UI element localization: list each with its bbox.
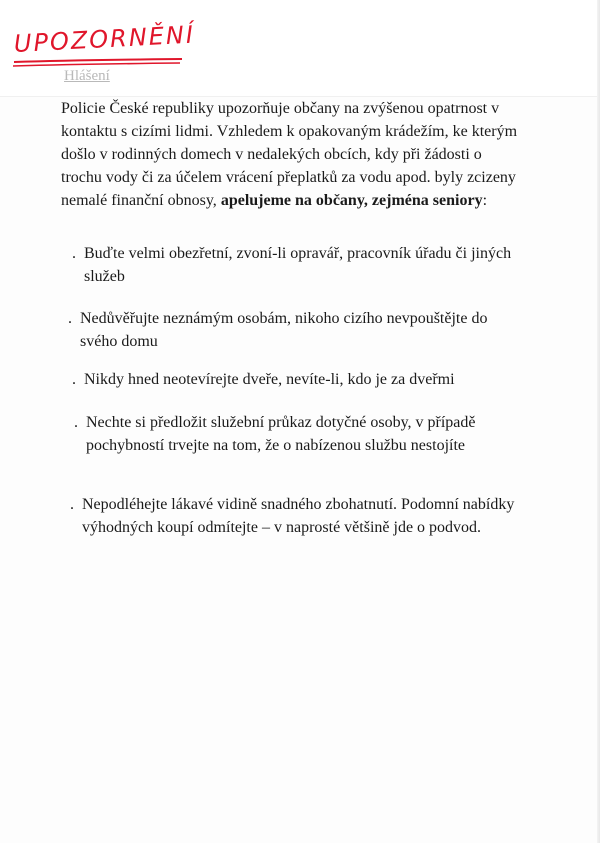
list-item [72,368,524,391]
handwritten-title: UPOZORNĚNÍ [13,20,196,58]
bullet-dot: . [72,371,76,388]
title-underline [12,58,184,68]
list-item [72,242,524,288]
list-item-text: Nechte si předložit služební průkaz dotyčné osoby, v případě pochybností trvejte na tom, že o nabízenou službu nestojíte [86,414,476,454]
bullet-dot: . [72,245,76,262]
list-item [74,411,516,457]
list-item [68,307,520,353]
intro-paragraph [61,97,523,212]
bullet-dot: . [68,310,72,327]
bullet-dot: . [70,496,74,513]
faint-heading: Hlášení [64,68,110,84]
list-item-text: Nedůvěřujte neznámým osobám, nikoho cizího nevpouštějte do svého domu [80,310,488,350]
list-item [70,493,522,539]
bullet-dot: . [74,414,78,431]
intro-text: Policie České republiky upozorňuje občany na zvýšenou opatrnost v kontaktu s cizími lidmi. Vzhledem k opakovaným krádežím, ke kterým došlo v rodinných domech v nedalekých obcích, kdy při žádosti o trochu vody či za účelem vrácení přeplatků za vodu apod. byly zcizeny nemalé finanční obnosy, [61,100,518,209]
intro-call-suffix: : [482,192,488,209]
list-item-text: Nikdy hned neotevírejte dveře, nevíte-li, kdo je za dveřmi [84,371,455,388]
list-item-text: Buďte velmi obezřetní, zvoní-li opravář, pracovník úřadu či jiných služeb [84,245,512,285]
intro-call-bold: apelujeme na občany, zejména seniory [220,192,483,209]
list-item-text: Nepodléhejte lákavé vidině snadného zbohatnutí. Podomní nabídky výhodných koupí odmítejte – v naprosté většině jde o podvod. [82,496,515,536]
